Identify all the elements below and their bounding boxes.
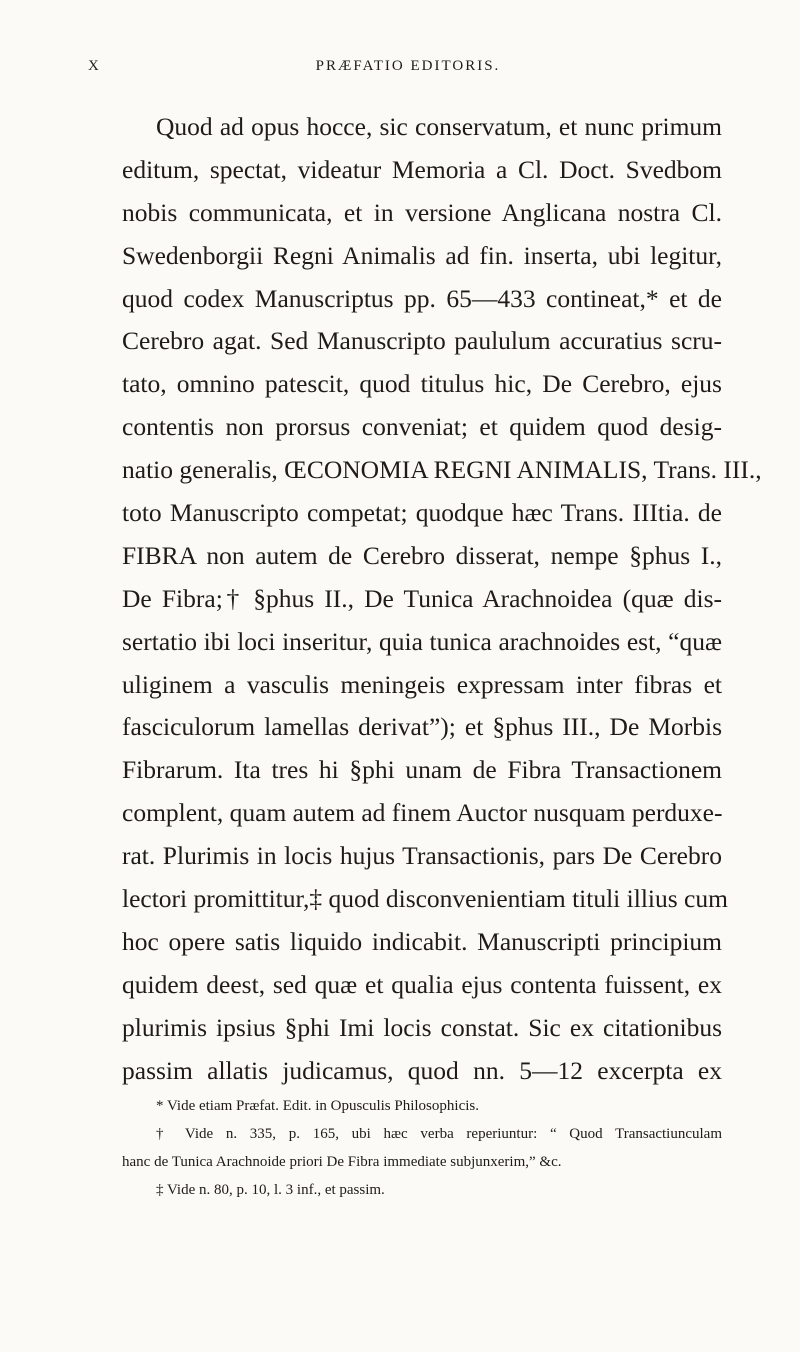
text-line: Quod ad opus hocce, sic conservatum, et nunc primum — [156, 112, 722, 141]
text-line: editum, spectat, videatur Memoria a Cl. Doct. Svedbom — [122, 154, 722, 184]
footnote: ‡ Vide n. 80, p. 10, l. 3 inf., et passim. — [156, 1182, 385, 1198]
footnote: * Vide etiam Præfat. Edit. in Opusculis Philosophicis. — [156, 1098, 479, 1114]
text-line: sertatio ibi loci inseritur, quia tunica arachnoides est, “quæ — [122, 626, 722, 656]
text-line: FIBRA non autem de Cerebro disserat, nempe §phus I., — [122, 540, 722, 570]
page-number: X — [88, 58, 101, 74]
text-line: lectori promittitur,‡ quod disconvenientiam tituli illius cum — [122, 884, 728, 914]
text-line: tato, omnino patescit, quod titulus hic, De Cerebro, ejus — [122, 369, 722, 399]
text-line: toto Manuscripto competat; quodque hæc Trans. IIItia. de — [122, 498, 722, 528]
text-line: De Fibra;† §phus II., De Tunica Arachnoidea (quæ dis- — [122, 583, 722, 613]
text-line: nobis communicata, et in versione Anglicana nostra Cl. — [122, 197, 722, 227]
body-paragraph — [122, 106, 762, 1092]
footnote: † Vide n. 335, p. 165, ubi hæc verba reperiuntur: “ Quod Transactiunculam — [156, 1126, 722, 1142]
footnotes — [122, 1092, 722, 1204]
text-line: fasciculorum lamellas derivat”); et §phus III., De Morbis — [122, 712, 722, 742]
text-line: plurimis ipsius §phi Imi locis constat. Sic ex citationibus — [122, 1012, 722, 1042]
text-line: hoc opere satis liquido indicabit. Manuscripti principium — [122, 926, 722, 956]
text-line: quod codex Manuscriptus pp. 65—433 contineat,* et de — [122, 283, 722, 313]
text-line: passim allatis judicamus, quod nn. 5—12 excerpta ex — [122, 1055, 722, 1085]
text-line: complent, quam autem ad finem Auctor nusquam perduxe- — [122, 798, 723, 828]
text-line: quidem deest, sed quæ et qualia ejus contenta fuissent, ex — [122, 969, 722, 999]
text-line: Fibrarum. Ita tres hi §phi unam de Fibra Transactionem — [122, 755, 722, 785]
footnote-continuation: hanc de Tunica Arachnoide priori De Fibra immediate subjunxerim,” &c. — [122, 1154, 562, 1170]
text-line: Cerebro agat. Sed Manuscripto paululum accuratius scru- — [122, 326, 722, 356]
text-line: uliginem a vasculis meningeis expressam inter fibras et — [122, 669, 722, 699]
text-line: natio generalis, ŒCONOMIA REGNI ANIMALIS, Trans. III., — [122, 455, 762, 485]
text-line: Swedenborgii Regni Animalis ad fin. inserta, ubi legitur, — [122, 240, 722, 270]
running-title: PRÆFATIO EDITORIS. — [315, 58, 501, 74]
text-line: contentis non prorsus conveniat; et quidem quod desig- — [122, 412, 722, 442]
text-line: rat. Plurimis in locis hujus Transactionis, pars De Cerebro — [122, 841, 722, 871]
running-head — [88, 58, 728, 82]
